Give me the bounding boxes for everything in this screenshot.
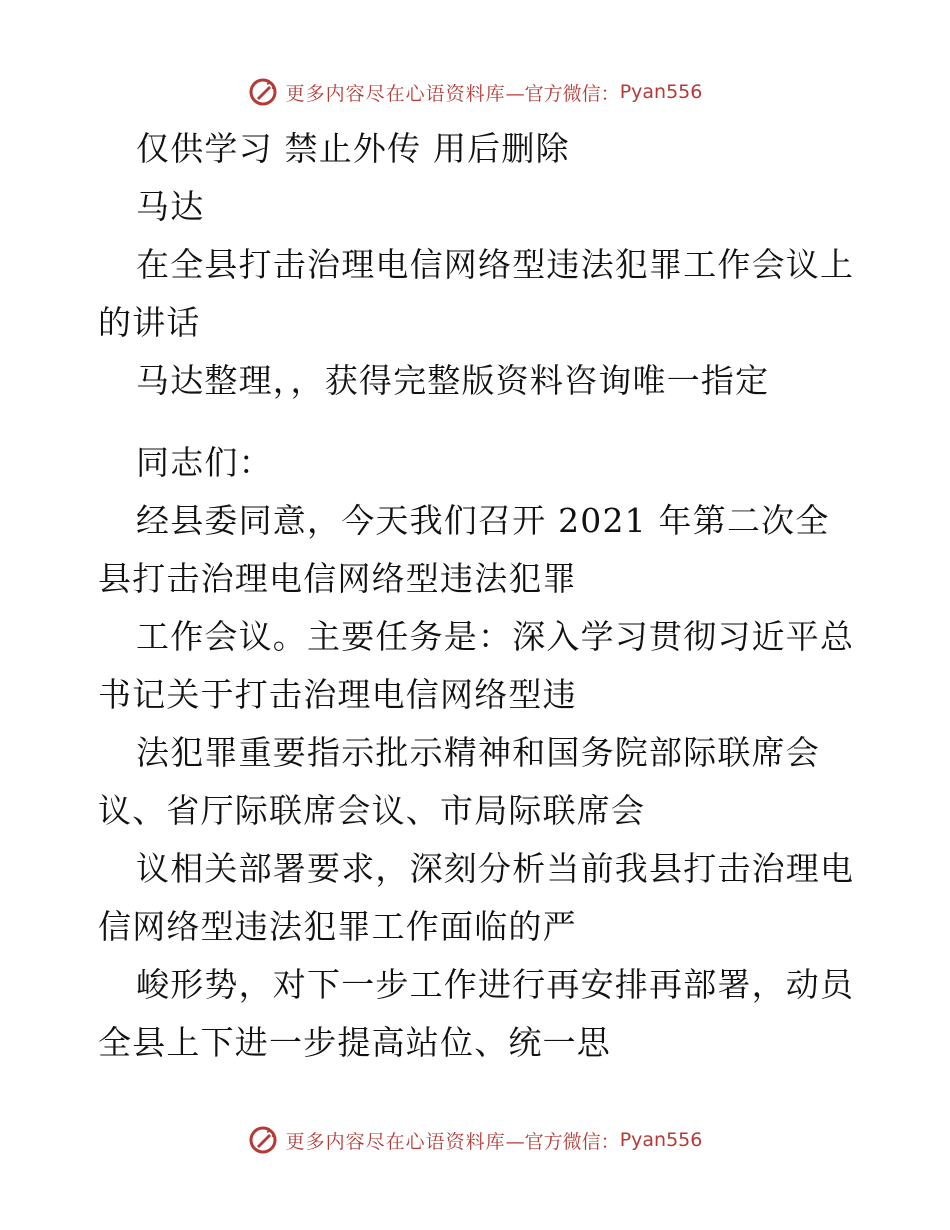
document-body [98,120,858,1072]
watermark-separator: —官方微信： [505,82,620,105]
watermark-text: 更多内容尽在心语资料库 [285,82,506,105]
watermark-wechat-id: Pyan556 [619,1129,703,1151]
paragraph-spacer [98,410,858,434]
watermark-header [0,70,950,114]
notice-line: 仅供学习 禁止外传 用后删除 [136,129,570,168]
quill-logo-icon [248,1125,278,1155]
body-paragraph-4: 议相关部署要求，深刻分析当前我县打击治理电信网络型违法犯罪工作面临的严 [98,849,855,946]
salutation: 同志们： [136,443,273,482]
body-paragraph-3: 法犯罪重要指示批示精神和国务院部际联席会议、省厅际联席会议、市局际联席会 [98,733,820,830]
body-paragraph-5: 峻形势，对下一步工作进行再安排再部署，动员全县上下进一步提高站位、统一思 [98,965,855,1062]
compiled-line: 马达整理，，获得完整版资料咨询唯一指定 [136,361,770,400]
watermark-wechat-id: Pyan556 [619,81,703,103]
body-paragraph-1: 经县委同意，今天我们召开 2021 年第二次全县打击治理电信网络型违法犯罪 [98,501,830,598]
watermark-footer [0,1118,950,1162]
author-line: 马达 [136,187,205,226]
quill-logo-icon [248,77,278,107]
watermark-text: 更多内容尽在心语资料库 [285,1130,506,1153]
speech-title: 在全县打击治理电信网络型违法犯罪工作会议上的讲话 [98,245,855,342]
body-paragraph-2: 工作会议。主要任务是：深入学习贯彻习近平总书记关于打击治理电信网络型违 [98,617,855,714]
watermark-separator: —官方微信： [505,1130,620,1153]
